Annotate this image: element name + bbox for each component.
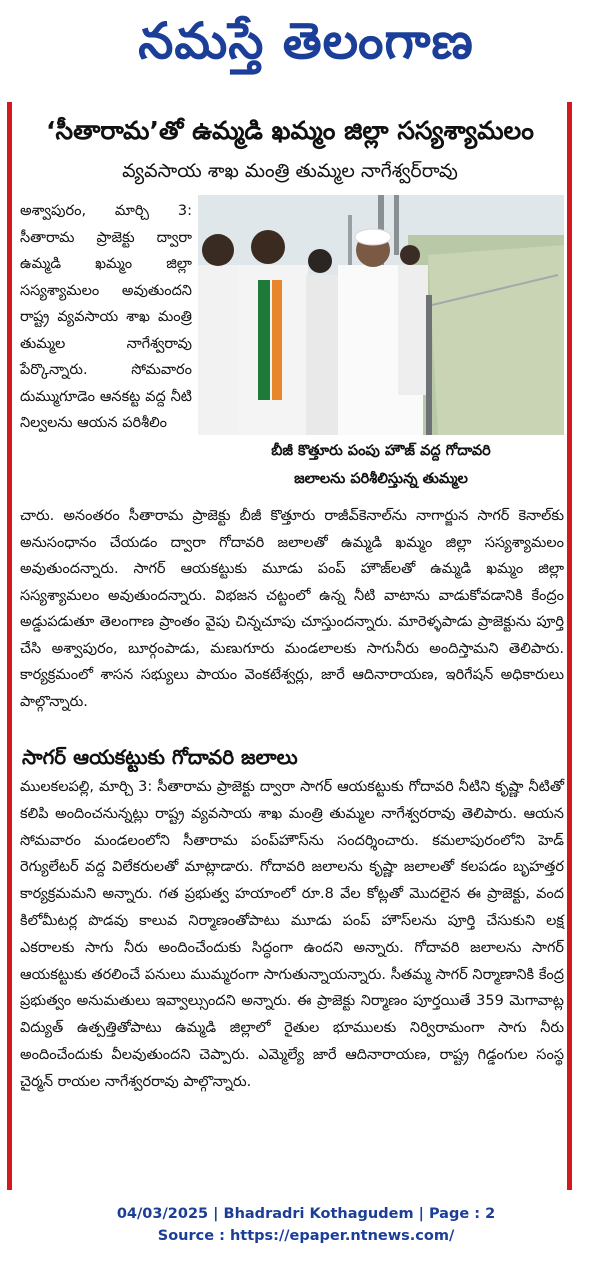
article-subheadline: వ్యవసాయ శాఖ మంత్రి తుమ్మల నాగేశ్వర్‌రావు xyxy=(122,160,458,182)
article-photo xyxy=(198,195,564,435)
right-border-rule xyxy=(567,102,572,1190)
photo-caption-line: జలాలను పరిశీలిస్తున్న తుమ్మల xyxy=(294,471,468,487)
article-headline: ‘సీతారామ’తో ఉమ్మడి ఖమ్మం జిల్లా సస్యశ్యామలం xyxy=(46,116,534,145)
footer-date-edition: 04/03/2025 | Bhadradri Kothagudem | Page : 2 xyxy=(116,1206,496,1222)
photo-caption xyxy=(198,437,564,493)
left-border-rule xyxy=(7,102,12,1190)
article-body-intro: అశ్వాపురం, మార్చి 3: సీతారామ ప్రాజెక్టు ద్వారా ఉమ్మడి ఖమ్మం జిల్లా సస్యశ్యామలం అవుతుందని రాష్ట్ర వ్యవసాయ శాఖ మంత్రి తుమ్మల నాగేశ్వరావు పేర్కొన్నారు. సోమవారం దుమ్ముగూడెం ఆనకట్ట వద్ద నీటి నిల్వలను ఆయన పరిశీలిం xyxy=(20,203,192,431)
masthead xyxy=(0,0,612,84)
section-heading: సాగర్ ఆయకట్టుకు గోదావరి జలాలు xyxy=(22,745,298,769)
footer-source: Source : https://epaper.ntnews.com/ xyxy=(157,1228,455,1244)
page-footer xyxy=(0,1203,612,1247)
photo-caption-line: బీజీ కొత్తూరు పంపు హౌజ్‌ వద్ద గోదావరి xyxy=(271,443,491,459)
masthead-title: నమస్తే తెలంగాణ xyxy=(138,12,474,70)
section-body: ములకలపల్లి, మార్చి 3: సీతారామ ప్రాజెక్టు ద్వారా సాగర్ ఆయకట్టుకు గోదావరి నీటిని కృష్ణా నీటితో కలిపి అందించనున్నట్లు రాష్ట్ర వ్యవసాయ శాఖ మంత్రి తుమ్మల నాగేశ్వరరావు తెలిపారు. ఆయన సోమవారం మండలంలోని సీతారామ పంప్‌హౌస్‌ను సందర్శించారు. కమలాపురంలోని హెడ్ రెగ్యులేటర్ వద్ద విలేకరులతో మాట్లాడారు. గోదావరి జలాలను కృష్ణా జలాలతో కలపడం బృహత్తర కార్యక్రమమని అన్నారు. గత ప్రభుత్వ హయాంలో రూ.8 వేల కోట్లతో మొదలైన ఈ ప్రాజెక్టు, వంద కిలోమీటర్ల పొడవు కాలువ నిర్మాణంతోపాటు మూడు పంప్ హౌస్‌లను పూర్తి చేసుకుని లక్ష ఎకరాలకు సాగు నీరు అందించేందుకు సిద్ధంగా ఉందని అన్నారు. గోదావరి జలాలను సాగర్ ఆయకట్టుకు తరలించే పనులు ముమ్మరంగా సాగుతున్నాయన్నారు. సీతమ్మ సాగర్ నిర్మాణానికి కేంద్ర ప్రభుత్వం అనుమతులు ఇవ్వాల్సుందని అన్నారు. ఈ ప్రాజెక్టు నిర్మాణం పూర్తయితే 359 మెగావాట్ల విద్యుత్ ఉత్పత్తితోపాటు ఉమ్మడి జిల్లాలో రైతుల భూములకు నిర్విరామంగా సాగు నీరు అందించేందుకు వీలవుతుందని చెప్పారు. ఎమ్మెల్యే జారే ఆదినారాయణ, రాష్ట్ర గిడ్డంగుల సంస్థ చైర్మన్ రాయల నాగేశ్వరరావు పాల్గొన్నారు. xyxy=(20,779,564,1090)
article-body-continued: చారు. అనంతరం సీతారామ ప్రాజెక్టు బీజీ కొత్తూరు రాజీవ్‌కెనాల్‌ను నాగార్జున సాగర్ కెనాల్‌కు అనుసంధానం చేయడం ద్వారా గోదావరి జలాలతో ఉమ్మడి ఖమ్మం జిల్లా సస్యశ్యామలం అవుతుందన్నారు. సాగర్ ఆయకట్టుకు మూడు పంప్ హౌజ్‌లతో ఉమ్మడి ఖమ్మం జిల్లా సస్యశ్యామలం అవుతుందన్నారు. విభజన చట్టంలో ఉన్న నీటి వాటాను వాడుకోవడానికి కేంద్రం అడ్డుపడుతూ తెలంగాణ ప్రాంతం వైపు చిన్నచూపు చూస్తుందన్నారు. మారెళ్ళపాడు ప్రాజెక్టును పూర్తి చేసి అశ్వాపురం, బూర్గంపాడు, మణుగూరు మండలాలకు సాగునీరు అందిస్తామని తెలిపారు. కార్యక్రమంలో శాసన సభ్యులు పాయం వెంకటేశ్వర్లు, జారే ఆదినారాయణ, ఇరిగేషన్ అధికారులు పాల్గొన్నారు. xyxy=(20,508,564,710)
